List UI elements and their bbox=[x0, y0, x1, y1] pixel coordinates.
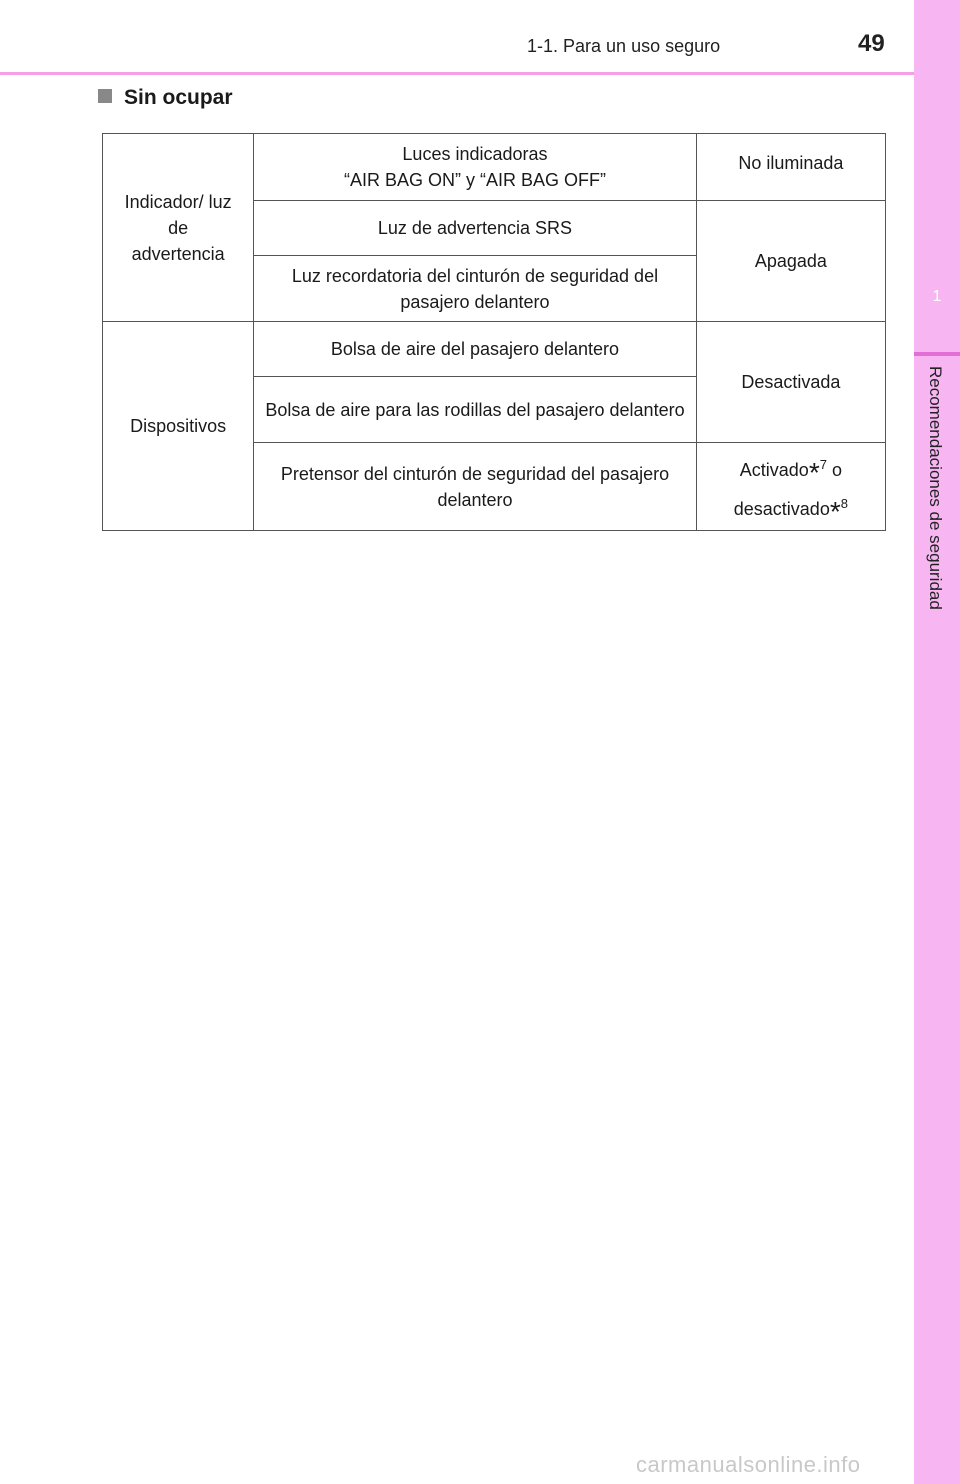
indicator-lights-line2: “AIR BAG ON” y “AIR BAG OFF” bbox=[343, 170, 606, 190]
indicator-lights-status: No iluminada bbox=[696, 134, 885, 201]
indicator-group-label-text: Indicador/ luz de advertencia bbox=[124, 191, 232, 264]
indicator-lights-line1: Luces indicadoras bbox=[402, 144, 548, 164]
footnote-ref-8: 8 bbox=[840, 495, 848, 511]
indicator-group-label bbox=[103, 134, 254, 322]
warning-lights-status: Apagada bbox=[696, 201, 885, 322]
footnote-ref-7: 7 bbox=[819, 456, 827, 472]
indicator-lights-cell bbox=[254, 134, 697, 201]
page-number: 49 bbox=[858, 30, 885, 57]
site-watermark: carmanualsonline.info bbox=[636, 1452, 861, 1477]
section-heading bbox=[98, 86, 233, 110]
srs-warning-cell: Luz de advertencia SRS bbox=[254, 201, 697, 256]
table-row bbox=[103, 322, 886, 377]
seatbelt-reminder-cell: Luz recordatoria del cinturón de seguridad del pasajero delantero bbox=[254, 256, 697, 322]
pretensioner-status bbox=[696, 443, 885, 531]
table-row bbox=[103, 134, 886, 201]
pretensioner-activated-text: Activado bbox=[739, 459, 809, 480]
side-chapter-title: Recomendaciones de seguridad bbox=[926, 366, 945, 610]
side-chapter-number: 1 bbox=[932, 288, 942, 305]
square-bullet-icon bbox=[98, 89, 112, 103]
running-header-section: 1-1. Para un uso seguro bbox=[527, 36, 721, 56]
airbag-status-table bbox=[102, 133, 886, 531]
pretensioner-deactivated-text: desactivado bbox=[733, 498, 830, 519]
footnote-star-icon: * bbox=[829, 495, 841, 527]
front-airbag-cell: Bolsa de aire del pasajero delantero bbox=[254, 322, 697, 377]
footnote-star-icon: * bbox=[808, 456, 820, 488]
devices-group-label: Dispositivos bbox=[103, 322, 254, 531]
pretensioner-status-line2 bbox=[705, 487, 877, 526]
section-heading-text: Sin ocupar bbox=[124, 86, 233, 109]
pretensioner-cell: Pretensor del cinturón de seguridad del pasajero delantero bbox=[254, 443, 697, 531]
airbags-status: Desactivada bbox=[696, 322, 885, 443]
pretensioner-or-text: o bbox=[831, 459, 842, 480]
knee-airbag-cell: Bolsa de aire para las rodillas del pasajero delantero bbox=[254, 377, 697, 443]
header-divider bbox=[0, 72, 914, 75]
pretensioner-status-line1 bbox=[705, 448, 877, 487]
